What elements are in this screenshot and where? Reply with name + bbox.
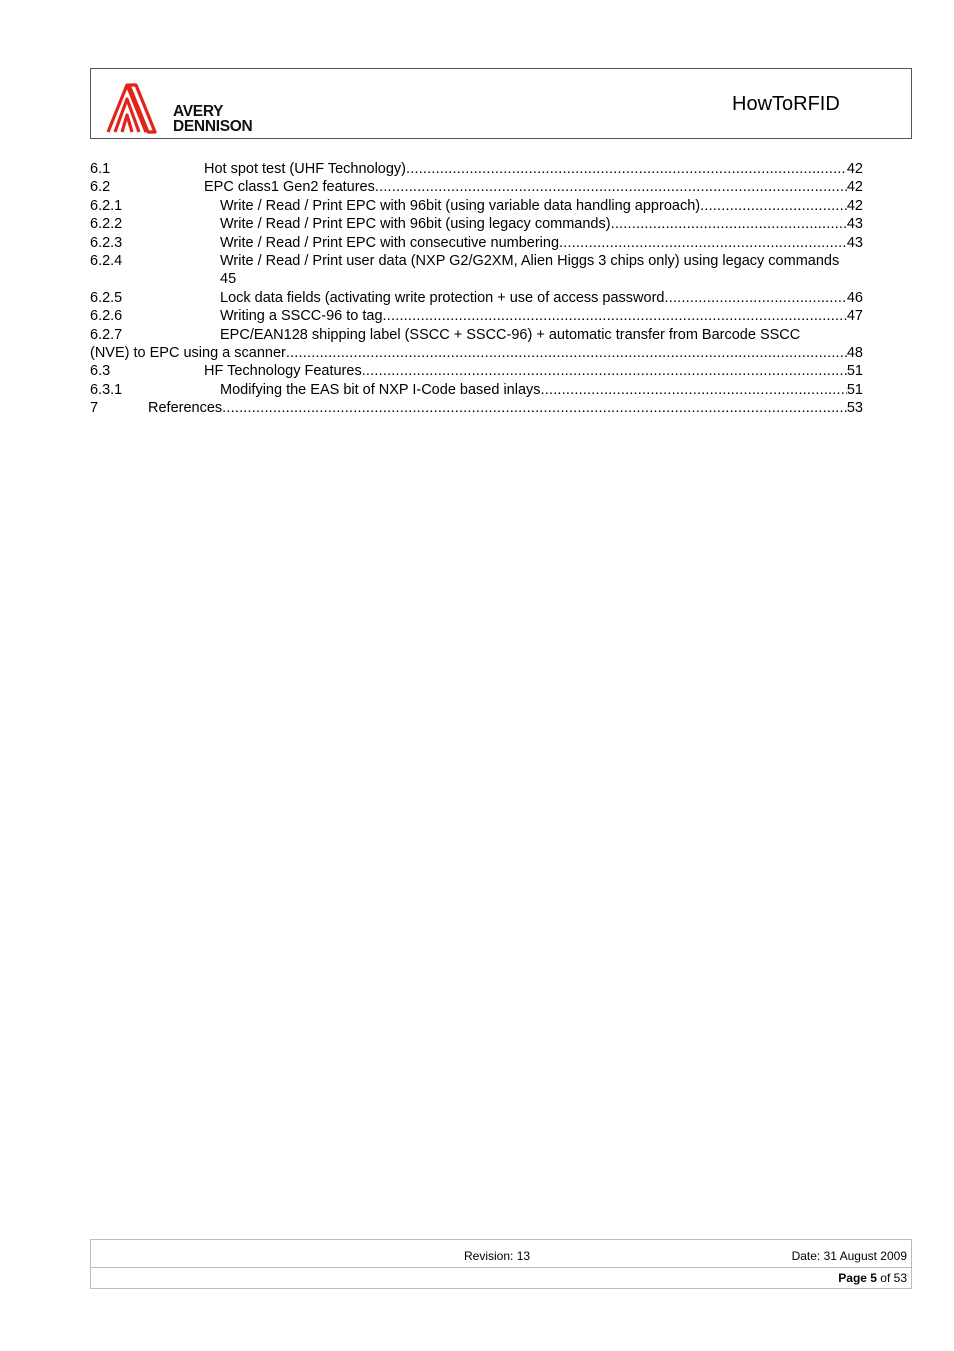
toc-entry-title: Lock data fields (activating write protection + use of access password bbox=[220, 290, 665, 306]
toc-entry-title: Writing a SSCC-96 to tag bbox=[220, 308, 383, 324]
toc-entry-number: 6.2.5 bbox=[90, 290, 123, 306]
toc-entry[interactable] bbox=[90, 160, 863, 178]
toc-dot-leader bbox=[700, 197, 847, 215]
toc-entry-title-continued: (NVE) to EPC using a scanner bbox=[90, 345, 286, 361]
toc-entry[interactable] bbox=[90, 381, 863, 399]
page-footer bbox=[90, 1239, 912, 1289]
logo-wordmark bbox=[173, 104, 252, 134]
toc-entry-page: 42 bbox=[846, 161, 863, 177]
toc-entry[interactable] bbox=[90, 399, 863, 417]
toc-entry-title: EPC class1 Gen2 features bbox=[204, 179, 375, 195]
toc-entry-page: 42 bbox=[846, 179, 863, 195]
toc-entry-number: 6.2.7 bbox=[90, 327, 123, 343]
toc-entry-number: 6.2.4 bbox=[90, 253, 123, 269]
toc-entry[interactable] bbox=[90, 252, 910, 289]
footer-divider bbox=[91, 1267, 911, 1268]
toc-entry[interactable] bbox=[90, 234, 863, 252]
page-header bbox=[90, 68, 912, 139]
toc-dot-leader bbox=[383, 307, 847, 325]
toc-dot-leader bbox=[375, 178, 847, 196]
toc-entry[interactable] bbox=[90, 289, 863, 307]
toc-entry-page: 43 bbox=[846, 235, 863, 251]
toc-entry-page: 42 bbox=[846, 198, 863, 214]
avery-dennison-logo bbox=[105, 79, 280, 137]
page-total: of 53 bbox=[876, 1271, 907, 1285]
toc-dot-leader bbox=[406, 160, 847, 178]
avery-dennison-logo-icon bbox=[105, 79, 167, 135]
toc-entry-page: 47 bbox=[846, 308, 863, 324]
toc-entry-title: References bbox=[148, 400, 223, 416]
toc-entry[interactable] bbox=[90, 178, 863, 196]
toc-entry-page: 46 bbox=[846, 290, 863, 306]
toc-dot-leader bbox=[222, 399, 847, 417]
toc-entry-title: Write / Read / Print EPC with 96bit (using variable data handling approach) bbox=[220, 198, 701, 214]
toc-entry-title: Modifying the EAS bit of NXP I-Code based inlays bbox=[220, 382, 541, 398]
toc-entry[interactable] bbox=[90, 215, 863, 233]
toc-entry-page: 43 bbox=[846, 216, 863, 232]
toc-entry-title: HF Technology Features bbox=[204, 363, 362, 379]
toc-dot-leader bbox=[559, 234, 847, 252]
toc-entry-page: 48 bbox=[846, 345, 863, 361]
toc-entry[interactable] bbox=[90, 307, 863, 325]
toc-entry-number: 6.2.3 bbox=[90, 235, 123, 251]
toc-entry-number: 6.1 bbox=[90, 161, 111, 177]
logo-line-1: AVERY bbox=[173, 103, 224, 120]
toc-dot-leader bbox=[541, 381, 847, 399]
page-current: Page 5 bbox=[838, 1271, 877, 1285]
toc-entry-number: 6.3 bbox=[90, 363, 111, 379]
toc-entry-title: EPC/EAN128 shipping label (SSCC + SSCC-96) + automatic transfer from Barcode SSCC bbox=[220, 327, 801, 343]
toc-entry-number: 6.2 bbox=[90, 179, 111, 195]
toc-dot-leader bbox=[665, 289, 847, 307]
toc-entry-page: 45 bbox=[220, 271, 237, 287]
toc-entry-number: 6.2.2 bbox=[90, 216, 123, 232]
toc-entry-title: Write / Read / Print EPC with consecutive numbering bbox=[220, 235, 560, 251]
toc-entry-number: 6.2.6 bbox=[90, 308, 123, 324]
toc-entry[interactable] bbox=[90, 362, 863, 380]
toc-dot-leader bbox=[286, 344, 847, 362]
revision-label: Revision: 13 bbox=[464, 1249, 531, 1263]
document-title: HowToRFID bbox=[732, 93, 840, 115]
date-label: Date: 31 August 2009 bbox=[791, 1249, 907, 1263]
logo-line-2: DENNISON bbox=[173, 118, 253, 135]
toc-entry-title: Hot spot test (UHF Technology) bbox=[204, 161, 407, 177]
toc-entry-number: 6.3.1 bbox=[90, 382, 123, 398]
toc-entry-number: 7 bbox=[90, 400, 99, 416]
toc-entry-page: 53 bbox=[846, 400, 863, 416]
toc-entry-title: Write / Read / Print EPC with 96bit (using legacy commands) bbox=[220, 216, 611, 232]
toc-entry-title: Write / Read / Print user data (NXP G2/G2XM, Alien Higgs 3 chips only) using legacy commands bbox=[220, 253, 840, 269]
toc-entry[interactable] bbox=[90, 197, 863, 215]
toc-entry-page: 51 bbox=[846, 382, 863, 398]
toc-entry-number: 6.2.1 bbox=[90, 198, 123, 214]
page-number bbox=[838, 1271, 907, 1285]
toc-dot-leader bbox=[611, 215, 847, 233]
toc-dot-leader bbox=[362, 362, 847, 380]
toc-entry[interactable] bbox=[90, 326, 863, 363]
toc-entry-page: 51 bbox=[846, 363, 863, 379]
